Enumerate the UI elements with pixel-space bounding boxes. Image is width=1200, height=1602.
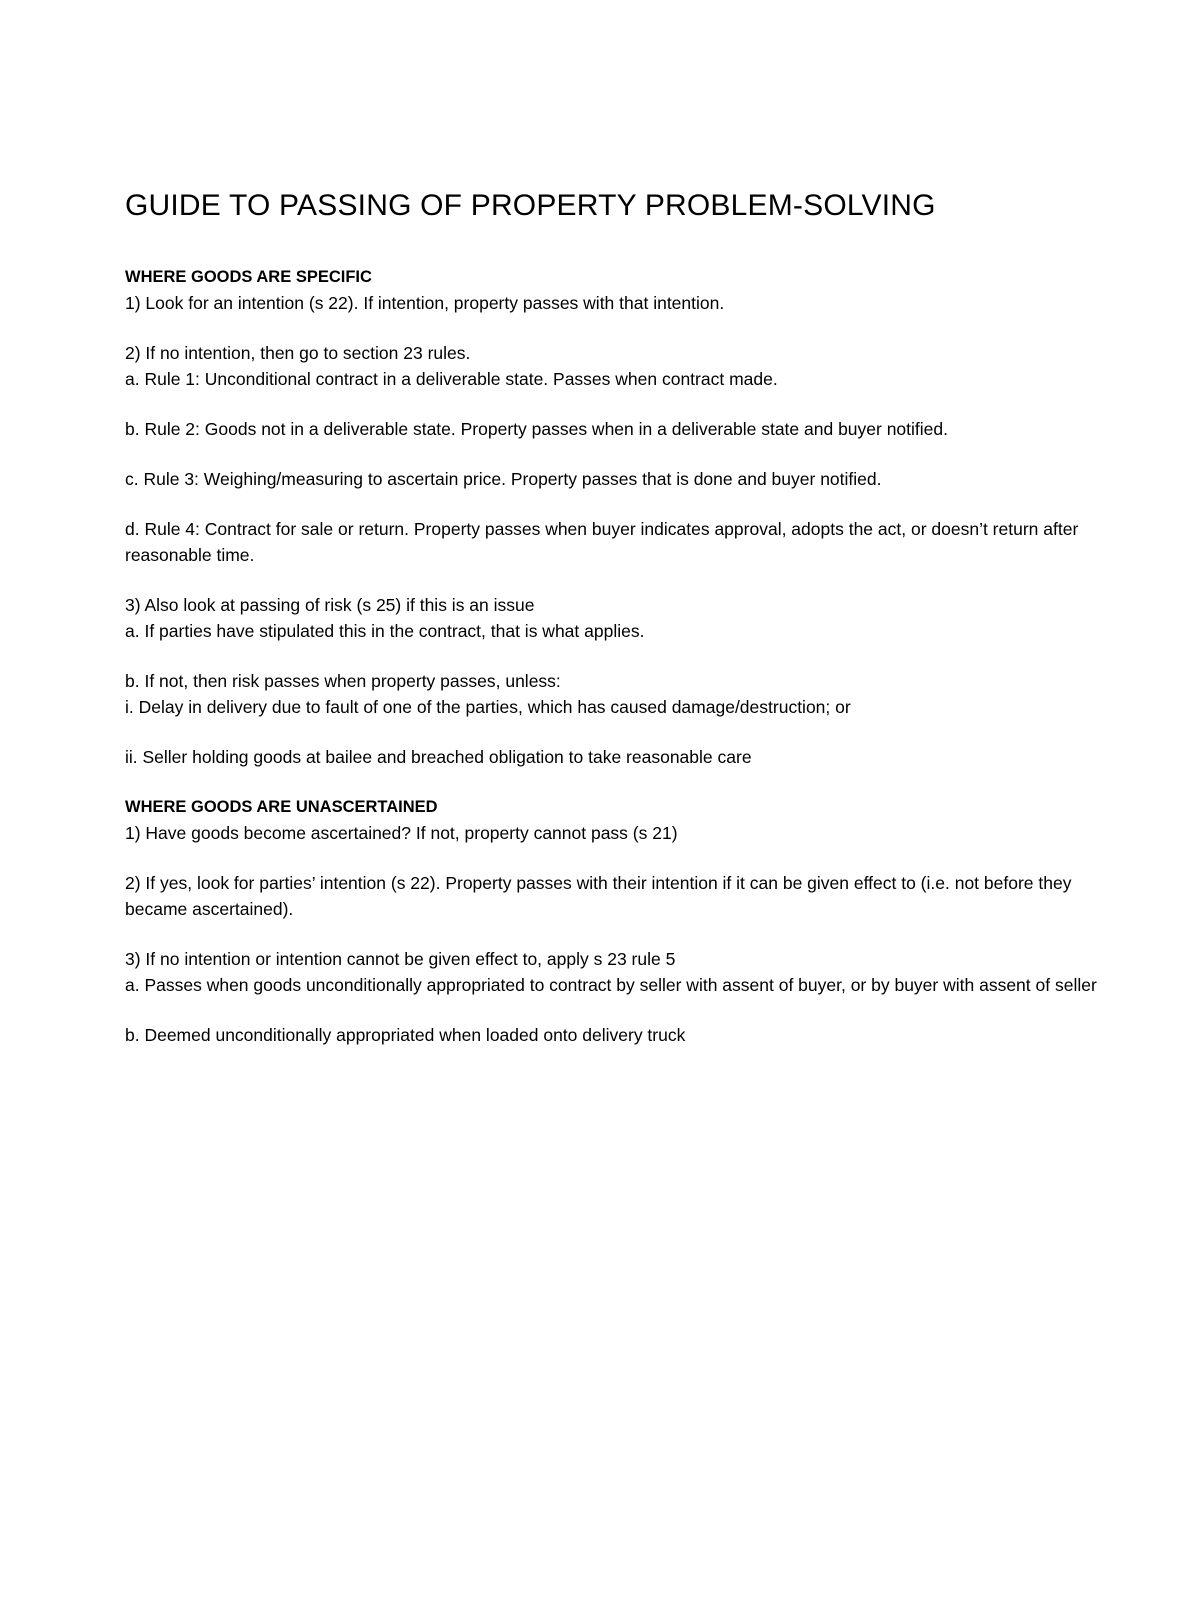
unascertained-step-1: 1) Have goods become ascertained? If not, property cannot pass (s 21) [125, 823, 678, 843]
specific-rule-4: d. Rule 4: Contract for sale or return. Property passes when buyer indicates approval, adopts the act, or doesn’t return after reasonable time. [125, 519, 1079, 565]
section-heading-specific: WHERE GOODS ARE SPECIFIC [125, 268, 372, 286]
specific-rule-1: a. Rule 1: Unconditional contract in a deliverable state. Passes when contract made. [125, 369, 778, 389]
document-content [125, 188, 1105, 1048]
risk-item-b-ii: ii. Seller holding goods at bailee and breached obligation to take reasonable care [125, 747, 752, 767]
risk-item-b: b. If not, then risk passes when property passes, unless: [125, 671, 561, 691]
specific-step-1: 1) Look for an intention (s 22). If intention, property passes with that intention. [125, 293, 725, 313]
specific-step-3: 3) Also look at passing of risk (s 25) if this is an issue [125, 595, 535, 615]
unascertained-step-3: 3) If no intention or intention cannot be given effect to, apply s 23 rule 5 [125, 949, 676, 969]
risk-item-b-i: i. Delay in delivery due to fault of one of the parties, which has caused damage/destruction; or [125, 697, 851, 717]
specific-rule-3: c. Rule 3: Weighing/measuring to ascertain price. Property passes that is done and buyer notified. [125, 469, 882, 489]
specific-rule-2: b. Rule 2: Goods not in a deliverable state. Property passes when in a deliverable state and buyer notified. [125, 419, 948, 439]
section-specific-goods [125, 264, 1105, 770]
unascertained-item-b: b. Deemed unconditionally appropriated when loaded onto delivery truck [125, 1025, 686, 1045]
risk-item-a: a. If parties have stipulated this in the contract, that is what applies. [125, 621, 645, 641]
unascertained-step-2: 2) If yes, look for parties’ intention (s 22). Property passes with their intention if it can be given effect to (i.e. not before they became ascertained). [125, 873, 1072, 919]
unascertained-item-a: a. Passes when goods unconditionally appropriated to contract by seller with assent of buyer, or by buyer with assent of seller [125, 975, 1097, 995]
specific-step-2: 2) If no intention, then go to section 23 rules. [125, 343, 471, 363]
section-heading-unascertained: WHERE GOODS ARE UNASCERTAINED [125, 798, 438, 816]
section-unascertained-goods [125, 794, 1105, 1048]
document-title: GUIDE TO PASSING OF PROPERTY PROBLEM-SOLVING [125, 189, 936, 222]
